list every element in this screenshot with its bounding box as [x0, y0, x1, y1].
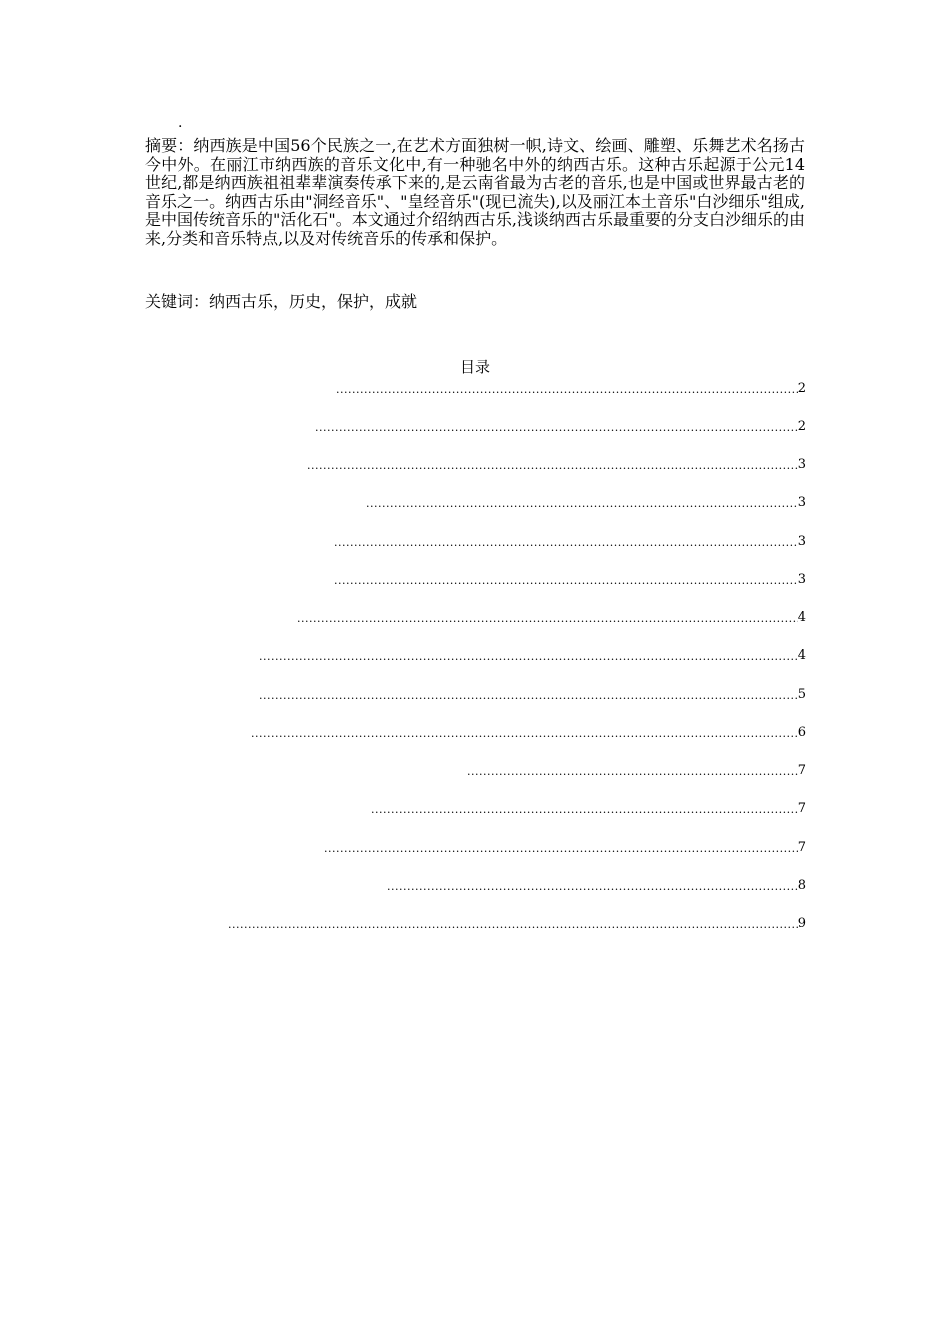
toc-entry[interactable]: [228, 916, 806, 932]
toc-leader: [259, 689, 798, 703]
toc-entry[interactable]: [259, 648, 806, 664]
toc-page-number: 8: [797, 878, 806, 893]
toc-leader: [336, 383, 798, 397]
toc-page-number: 3: [797, 572, 806, 587]
toc-entry[interactable]: [259, 687, 806, 703]
toc-entry[interactable]: [307, 457, 806, 473]
toc-leader: [467, 765, 798, 779]
toc-entry[interactable]: [366, 495, 806, 511]
toc-entry[interactable]: [315, 419, 806, 435]
toc-page-number: 7: [797, 840, 806, 855]
toc-leader: [366, 497, 798, 511]
toc-entry[interactable]: [336, 381, 806, 397]
toc-leader: [324, 842, 798, 856]
toc-page-number: 4: [797, 610, 806, 625]
toc-leader: [371, 803, 798, 817]
toc-page-number: 5: [797, 687, 806, 702]
toc-entry[interactable]: [297, 610, 806, 626]
toc-entry[interactable]: [334, 534, 806, 550]
toc-page-number: 2: [797, 419, 806, 434]
toc-entry[interactable]: [371, 801, 806, 817]
toc-leader: [334, 536, 798, 550]
toc-page-number: 2: [797, 381, 806, 396]
toc-leader: [307, 459, 798, 473]
keywords: 关键词：纳西古乐，历史，保护，成就: [145, 292, 418, 311]
toc-page-number: 7: [797, 763, 806, 778]
toc-page-number: 3: [797, 495, 806, 510]
toc-leader: [228, 918, 798, 932]
toc-leader: [251, 727, 798, 741]
page-mark: .: [178, 115, 183, 131]
toc-entry[interactable]: [324, 840, 806, 856]
toc-page-number: 3: [797, 534, 806, 549]
abstract-text: 摘要：纳西族是中国56个民族之一,在艺术方面独树一帜,诗文、绘画、雕塑、乐舞艺术名扬古今中外。在丽江市纳西族的音乐文化中,有一种驰名中外的纳西古乐。这种古乐起源于公元14世纪,都是纳西族祖祖辈辈演奏传承下来的,是云南省最为古老的音乐,也是中国或世界最古老的音乐之一。纳西古乐由"洞经音乐"、"皇经音乐"(现已流失),以及丽江本土音乐"白沙细乐"组成,是中国传统音乐的"活化石"。本文通过介绍纳西古乐,浅谈纳西古乐最重要的分支白沙细乐的由来,分类和音乐特点,以及对传统音乐的传承和保护。: [145, 136, 805, 248]
toc-entry[interactable]: [387, 878, 806, 894]
toc-leader: [315, 421, 798, 435]
toc-entry[interactable]: [334, 572, 806, 588]
toc-page-number: 4: [797, 648, 806, 663]
toc-leader: [387, 880, 798, 894]
toc-leader: [259, 650, 798, 664]
toc-page-number: 3: [797, 457, 806, 472]
toc-leader: [334, 574, 798, 588]
toc-entry[interactable]: [251, 725, 806, 741]
toc-page-number: 9: [797, 916, 806, 931]
toc-entry[interactable]: [467, 763, 806, 779]
toc-page-number: 7: [797, 801, 806, 816]
toc-page-number: 6: [797, 725, 806, 740]
toc-title: 目录: [459, 358, 490, 376]
toc-leader: [297, 612, 798, 626]
